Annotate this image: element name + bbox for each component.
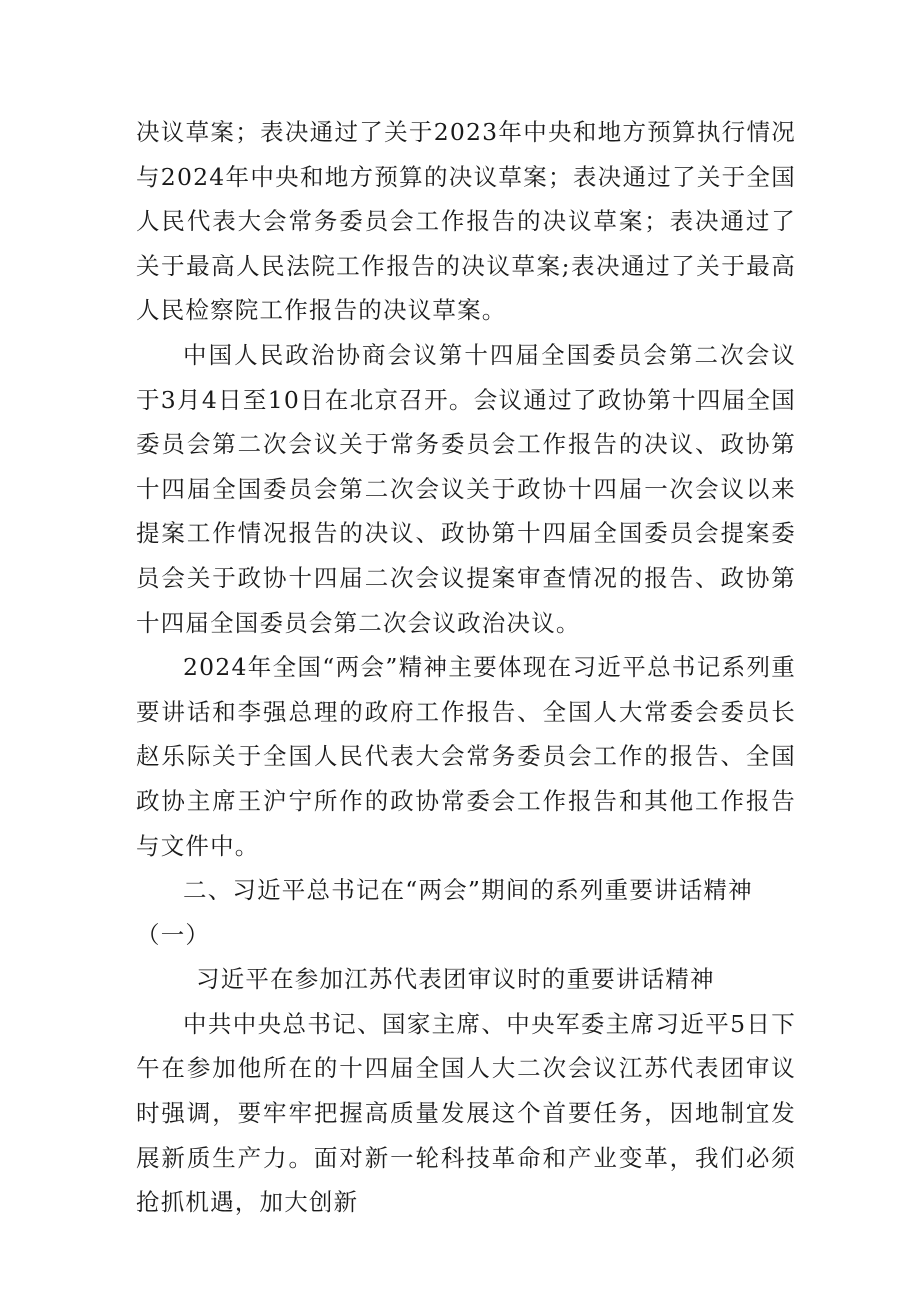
paragraph-cppcc-session: 中国人民政治协商会议第十四届全国委员会第二次会议于3月4日至10日在北京召开。会议通过了政协第十四届全国委员会第二次会议关于常务委员会工作报告的决议、政协第十四届全国委员会第二次会议关于政协十四届一次会议以来提案工作情况报告的决议、政协第十四届全国委员会提案委员会关于政协十四届二次会议提案审查情况的报告、政协第十四届全国委员会第二次会议政治决议。 <box>136 340 796 637</box>
paragraph-two-sessions-spirit: 2024年全国“两会”精神主要体现在习近平总书记系列重要讲话和李强总理的政府工作报告、全国人大常委会委员长赵乐际关于全国人民代表大会常务委员会工作的报告、全国政协主席王沪宁所作的政协常委会工作报告和其他工作报告与文件中。 <box>136 653 796 860</box>
section-heading <box>136 868 796 1002</box>
paragraph-jiangsu-delegation: 中共中央总书记、国家主席、中央军委主席习近平5日下午在参加他所在的十四届全国人大二次会议江苏代表团审议时强调，要牢牢把握高质量发展这个首要任务，因地制宜发展新质生产力。面对新一轮科技革命和产业变革，我们必须抢抓机遇，加大创新 <box>136 1009 796 1217</box>
document-body <box>136 110 796 1225</box>
paragraph-continuation: 决议草案；表决通过了关于2023年中央和地方预算执行情况与2024年中央和地方预算的决议草案；表决通过了关于全国人民代表大会常务委员会工作报告的决议草案；表决通过了关于最高人民法院工作报告的决议草案;表决通过了关于最高人民检察院工作报告的决议草案。 <box>136 118 796 325</box>
section-heading-line2: 习近平在参加江苏代表团审议时的重要讲话精神 <box>196 965 715 994</box>
section-heading-line1: 二、习近平总书记在“两会”期间的系列重要讲话精神（一） <box>136 876 753 949</box>
